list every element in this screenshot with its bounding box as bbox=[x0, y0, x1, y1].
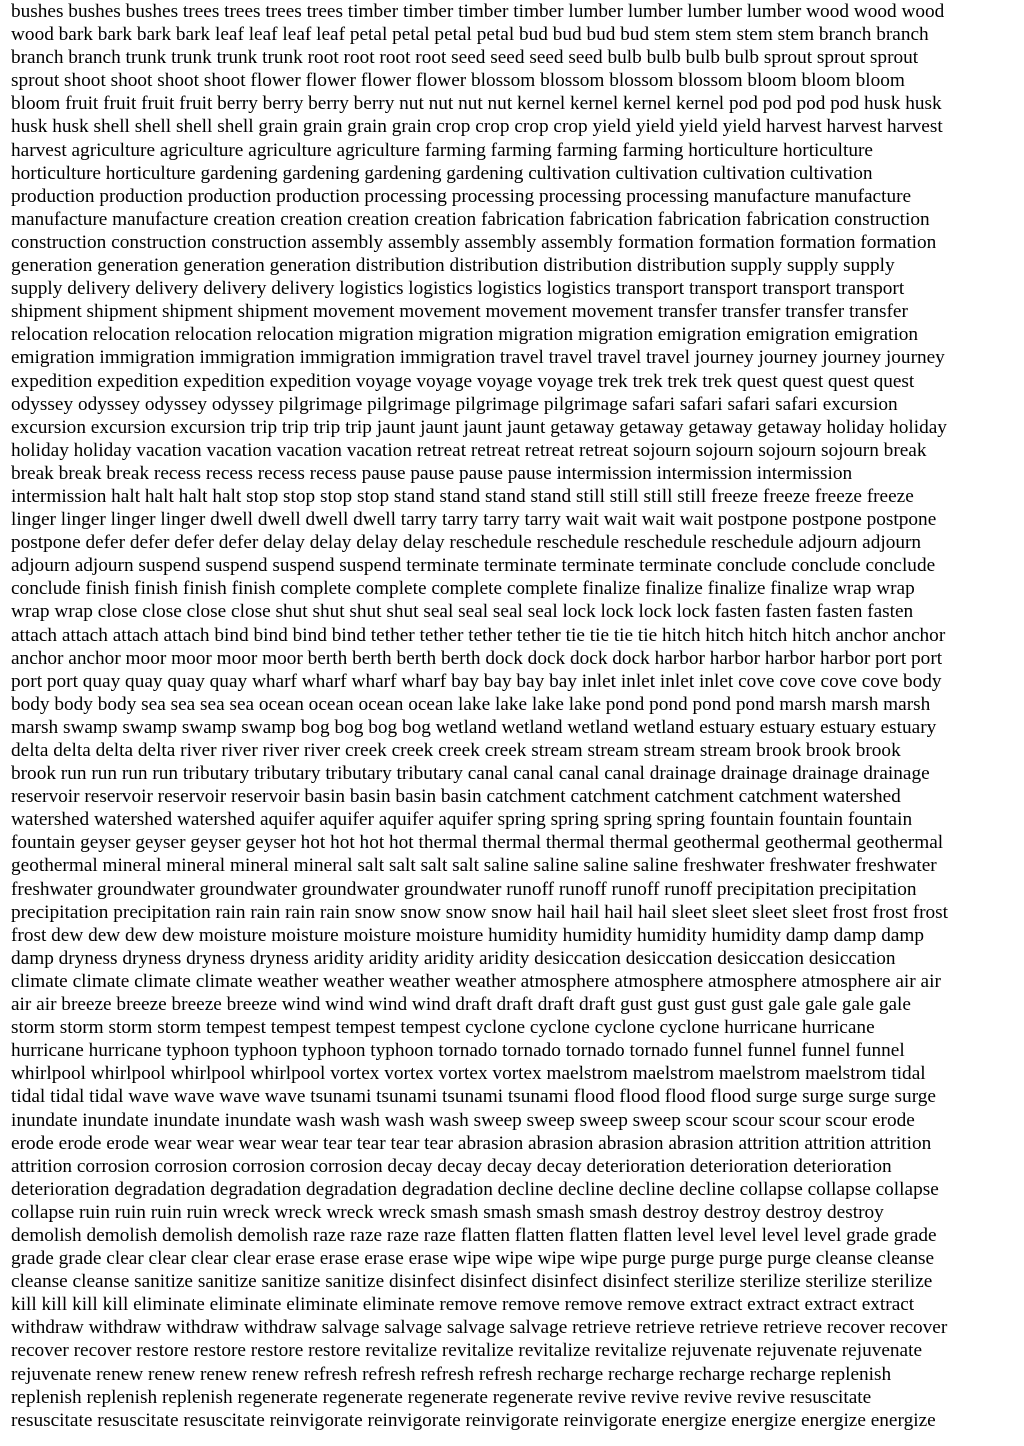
text-line: inundate inundate inundate inundate wash wash wash wash sweep sweep sweep sweep scour scour scour scour erode bbox=[11, 1109, 915, 1131]
text-line: climate climate climate climate weather weather weather weather atmosphere atmosphere atmosphere atmosphere air air bbox=[11, 970, 941, 992]
text-line: shipment shipment shipment shipment movement movement movement movement transfer transfer transfer transfer bbox=[11, 301, 908, 323]
text-line: cleanse cleanse sanitize sanitize sanitize sanitize disinfect disinfect disinfect disinfect sterilize sterilize sterilize sterilize bbox=[11, 1271, 933, 1293]
text-line: generation generation generation generation distribution distribution distribution distribution supply supply supply bbox=[11, 255, 895, 277]
text-line: demolish demolish demolish demolish raze raze raze raze flatten flatten flatten flatten level level level level grade grade bbox=[11, 1224, 937, 1246]
text-line: grade grade clear clear clear clear erase erase erase erase wipe wipe wipe wipe purge purge purge purge cleanse cleanse bbox=[11, 1248, 935, 1270]
text-line: sprout shoot shoot shoot shoot flower flower flower flower blossom blossom blossom blossom bloom bloom bloom bbox=[11, 70, 905, 92]
text-line: horticulture horticulture gardening gardening gardening gardening cultivation cultivation cultivation cultivation bbox=[11, 162, 873, 184]
text-line: branch branch trunk trunk trunk trunk root root root root seed seed seed seed bulb bulb bulb bulb sprout sprout sprout bbox=[11, 47, 919, 69]
text-line: manufacture manufacture creation creation creation creation fabrication fabrication fabrication fabrication construction bbox=[11, 208, 930, 230]
text-line: storm storm storm storm tempest tempest tempest tempest cyclone cyclone cyclone cyclone hurricane hurricane bbox=[11, 1017, 875, 1039]
text-line: geothermal mineral mineral mineral mineral salt salt salt salt saline saline saline saline freshwater freshwater freshwater bbox=[11, 855, 937, 877]
text-line: husk husk shell shell shell shell grain grain grain grain crop crop crop crop yield yield yield yield harvest harvest harvest bbox=[11, 116, 943, 138]
text-line: whirlpool whirlpool whirlpool whirlpool vortex vortex vortex vortex maelstrom maelstrom maelstrom maelstrom tidal bbox=[11, 1063, 926, 1085]
text-line: precipitation precipitation rain rain rain rain snow snow snow snow hail hail hail hail sleet sleet sleet sleet frost frost frost bbox=[11, 901, 949, 923]
text-line: anchor anchor moor moor moor moor berth berth berth berth dock dock dock dock harbor harbor harbor harbor port port bbox=[11, 647, 943, 669]
text-line: postpone defer defer defer defer delay delay delay delay reschedule reschedule reschedule reschedule adjourn adjourn bbox=[11, 532, 922, 554]
text-line: freshwater groundwater groundwater groundwater groundwater runoff runoff runoff runoff precipitation precipitation bbox=[11, 878, 917, 900]
text-line: expedition expedition expedition expedition voyage voyage voyage voyage trek trek trek trek quest quest quest quest bbox=[11, 370, 915, 392]
text-line: delta delta delta delta river river river river creek creek creek creek stream stream stream stream brook brook brook bbox=[11, 740, 901, 761]
text-line: harvest agriculture agriculture agriculture agriculture farming farming farming farming horticulture horticulture bbox=[11, 139, 873, 161]
text-line: excursion excursion excursion trip trip trip trip jaunt jaunt jaunt jaunt getaway getaway getaway getaway holiday holiday bbox=[11, 416, 947, 438]
text-line: port port quay quay quay quay wharf wharf wharf wharf bay bay bay bay inlet inlet inlet inlet cove cove cove cove body bbox=[11, 670, 942, 692]
text-line: supply delivery delivery delivery delivery logistics logistics logistics logistics transport transport transport transport bbox=[11, 278, 905, 300]
text-line: intermission halt halt halt halt stop stop stop stop stand stand stand stand still still still still freeze freeze freeze freeze bbox=[11, 485, 914, 507]
text-line: resuscitate resuscitate resuscitate reinvigorate reinvigorate reinvigorate reinvigorate energize energize energize energize bbox=[11, 1409, 936, 1431]
text-line: construction construction construction assembly assembly assembly assembly formation formation formation formation bbox=[11, 231, 937, 253]
text-line: withdraw withdraw withdraw withdraw salvage salvage salvage salvage retrieve retrieve retrieve retrieve recover recover bbox=[11, 1317, 948, 1339]
text-line: reservoir reservoir reservoir reservoir basin basin basin basin catchment catchment catchment catchment watershed bbox=[11, 786, 901, 808]
text-line: holiday holiday vacation vacation vacation vacation retreat retreat retreat retreat sojourn sojourn sojourn sojourn break bbox=[11, 439, 927, 461]
text-line: adjourn adjourn suspend suspend suspend suspend terminate terminate terminate terminate conclude conclude conclude bbox=[11, 555, 936, 577]
text-line: replenish replenish replenish regenerate regenerate regenerate regenerate revive revive revive revive resuscitate bbox=[11, 1386, 872, 1408]
text-line: production production production production processing processing processing processing manufacture manufacture bbox=[11, 185, 912, 207]
text-line: rejuvenate renew renew renew renew refresh refresh refresh refresh recharge recharge recharge recharge replenish bbox=[11, 1363, 892, 1385]
text-line: collapse ruin ruin ruin ruin wreck wreck wreck wreck smash smash smash smash destroy destroy destroy destroy bbox=[11, 1201, 884, 1223]
text-line: erode erode erode wear wear wear wear tear tear tear tear abrasion abrasion abrasion abrasion attrition attrition attrition bbox=[11, 1132, 932, 1154]
text-line: deterioration degradation degradation degradation degradation decline decline decline decline collapse collapse collapse bbox=[11, 1178, 939, 1200]
text-line: damp dryness dryness dryness dryness aridity aridity aridity aridity desiccation desiccation desiccation desiccation bbox=[11, 947, 896, 969]
text-line: wrap wrap close close close close shut shut shut shut seal seal seal seal lock lock lock lock fasten fasten fasten fasten bbox=[11, 601, 914, 623]
text-line: wood bark bark bark bark leaf leaf leaf leaf petal petal petal petal bud bud bud bud stem stem stem stem branch branch bbox=[11, 24, 929, 46]
text-line: tidal tidal tidal wave wave wave wave tsunami tsunami tsunami tsunami flood flood flood flood surge surge surge surge bbox=[11, 1086, 936, 1108]
text-line: marsh swamp swamp swamp swamp bog bog bog bog wetland wetland wetland wetland estuary estuary estuary estuary bbox=[11, 716, 937, 738]
text-line: attrition corrosion corrosion corrosion corrosion decay decay decay decay deterioration deterioration deterioration bbox=[11, 1155, 892, 1177]
text-line: odyssey odyssey odyssey odyssey pilgrimage pilgrimage pilgrimage pilgrimage safari safari safari safari excursion bbox=[11, 393, 898, 415]
text-line: fountain geyser geyser geyser geyser hot hot hot hot thermal thermal thermal thermal geothermal geothermal geothermal bbox=[11, 832, 944, 854]
text-line: linger linger linger linger dwell dwell dwell dwell tarry tarry tarry tarry wait wait wait wait postpone postpone postpone bbox=[11, 509, 937, 531]
text-line: emigration immigration immigration immigration immigration travel travel travel travel journey journey journey journey bbox=[11, 347, 945, 369]
text-line: watershed watershed watershed aquifer aquifer aquifer aquifer spring spring spring spring fountain fountain fountain bbox=[11, 809, 913, 831]
text-line: attach attach attach attach bind bind bind bind tether tether tether tether tie tie tie tie hitch hitch hitch hitch anchor anchor bbox=[11, 624, 946, 646]
text-line: body body body sea sea sea sea ocean ocean ocean ocean lake lake lake lake pond pond pond pond marsh marsh marsh bbox=[11, 693, 931, 715]
document-body bbox=[11, 0, 1018, 1432]
text-line: kill kill kill kill eliminate eliminate eliminate eliminate remove remove remove remove extract extract extract extract bbox=[11, 1294, 915, 1316]
text-line: recover recover restore restore restore restore revitalize revitalize revitalize revitalize rejuvenate rejuvenate rejuvenate bbox=[11, 1340, 923, 1362]
text-line: hurricane hurricane typhoon typhoon typhoon typhoon tornado tornado tornado tornado funnel funnel funnel funnel bbox=[11, 1040, 905, 1062]
text-line: frost dew dew dew dew moisture moisture moisture moisture humidity humidity humidity humidity damp damp damp bbox=[11, 924, 925, 946]
text-line: bushes bushes bushes trees trees trees trees timber timber timber timber lumber lumber lumber lumber wood wood wood bbox=[11, 1, 945, 22]
text-line: air air breeze breeze breeze breeze wind wind wind wind draft draft draft draft gust gust gust gust gale gale gale gale bbox=[11, 994, 911, 1016]
text-line: brook run run run run tributary tributary tributary tributary canal canal canal canal drainage drainage drainage drainage bbox=[11, 763, 930, 785]
text-line: conclude finish finish finish finish complete complete complete complete finalize finalize finalize finalize wrap wrap bbox=[11, 578, 915, 600]
text-line: bloom fruit fruit fruit fruit berry berry berry berry nut nut nut nut kernel kernel kernel kernel pod pod pod pod husk husk bbox=[11, 93, 942, 115]
text-line: break break break recess recess recess recess pause pause pause pause intermission intermission intermission bbox=[11, 462, 853, 484]
text-line: relocation relocation relocation relocation migration migration migration migration emigration emigration emigration bbox=[11, 324, 919, 346]
